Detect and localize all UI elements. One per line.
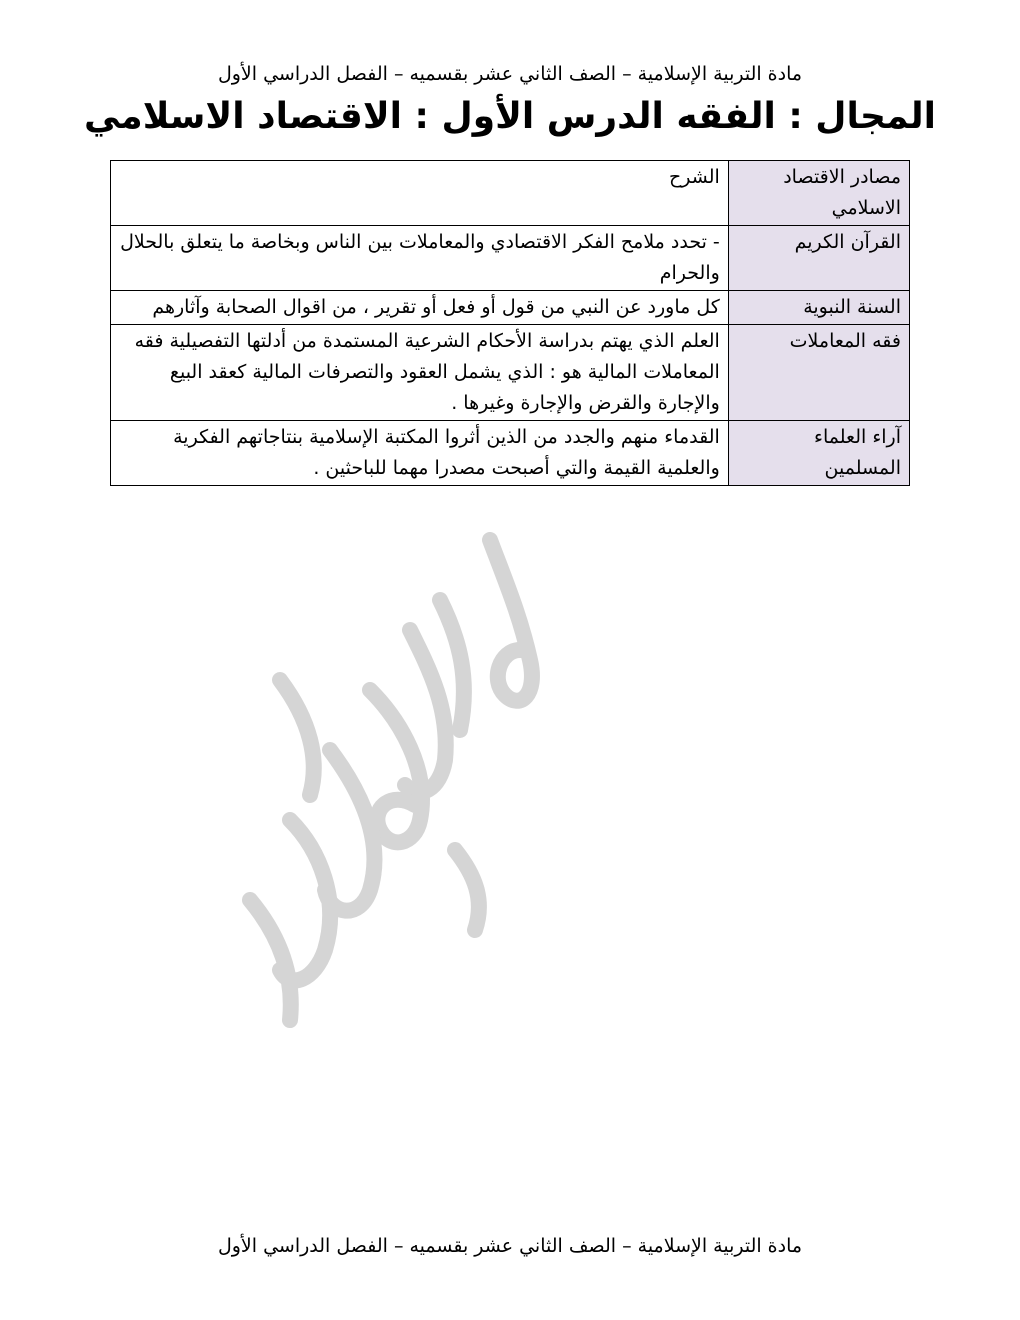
sources-table	[110, 160, 910, 486]
source-header-cell: مصادر الاقتصاد الاسلامي	[728, 161, 909, 226]
page-footer: مادة التربية الإسلامية – الصف الثاني عشر بقسميه – الفصل الدراسي الأول	[217, 1235, 803, 1257]
source-cell-scholars: آراء العلماء المسلمين	[728, 421, 909, 486]
watermark-signature	[220, 520, 640, 1040]
explanation-cell-quran: - تحدد ملامح الفكر الاقتصادي والمعاملات بين الناس وبخاصة ما يتعلق بالحلال والحرام	[111, 226, 729, 291]
table-row	[111, 421, 910, 486]
source-cell-quran: القرآن الكريم	[728, 226, 909, 291]
table-row	[111, 325, 910, 421]
table-row	[111, 226, 910, 291]
explanation-header-cell: الشرح	[111, 161, 729, 226]
source-cell-fiqh: فقه المعاملات	[728, 325, 909, 421]
page-title: المجال : الفقه الدرس الأول : الاقتصاد الاسلامي	[83, 96, 936, 137]
page-header: مادة التربية الإسلامية – الصف الثاني عشر بقسميه – الفصل الدراسي الأول	[217, 63, 803, 85]
explanation-cell-fiqh: العلم الذي يهتم بدراسة الأحكام الشرعية المستمدة من أدلتها التفصيلية فقه المعاملات المالية هو : الذي يشمل العقود والتصرفات المالية كعقد البيع والإجارة والقرض والإجارة وغيرها .	[111, 325, 729, 421]
table-header-row	[111, 161, 910, 226]
source-cell-sunnah: السنة النبوية	[728, 291, 909, 325]
explanation-cell-sunnah: كل ماورد عن النبي من قول أو فعل أو تقرير ، من اقوال الصحابة وآثارهم	[111, 291, 729, 325]
explanation-cell-scholars: القدماء منهم والجدد من الذين أثروا المكتبة الإسلامية بنتاجاتهم الفكرية والعلمية القيمة والتي أصبحت مصدرا مهما للباحثين .	[111, 421, 729, 486]
table-row	[111, 291, 910, 325]
